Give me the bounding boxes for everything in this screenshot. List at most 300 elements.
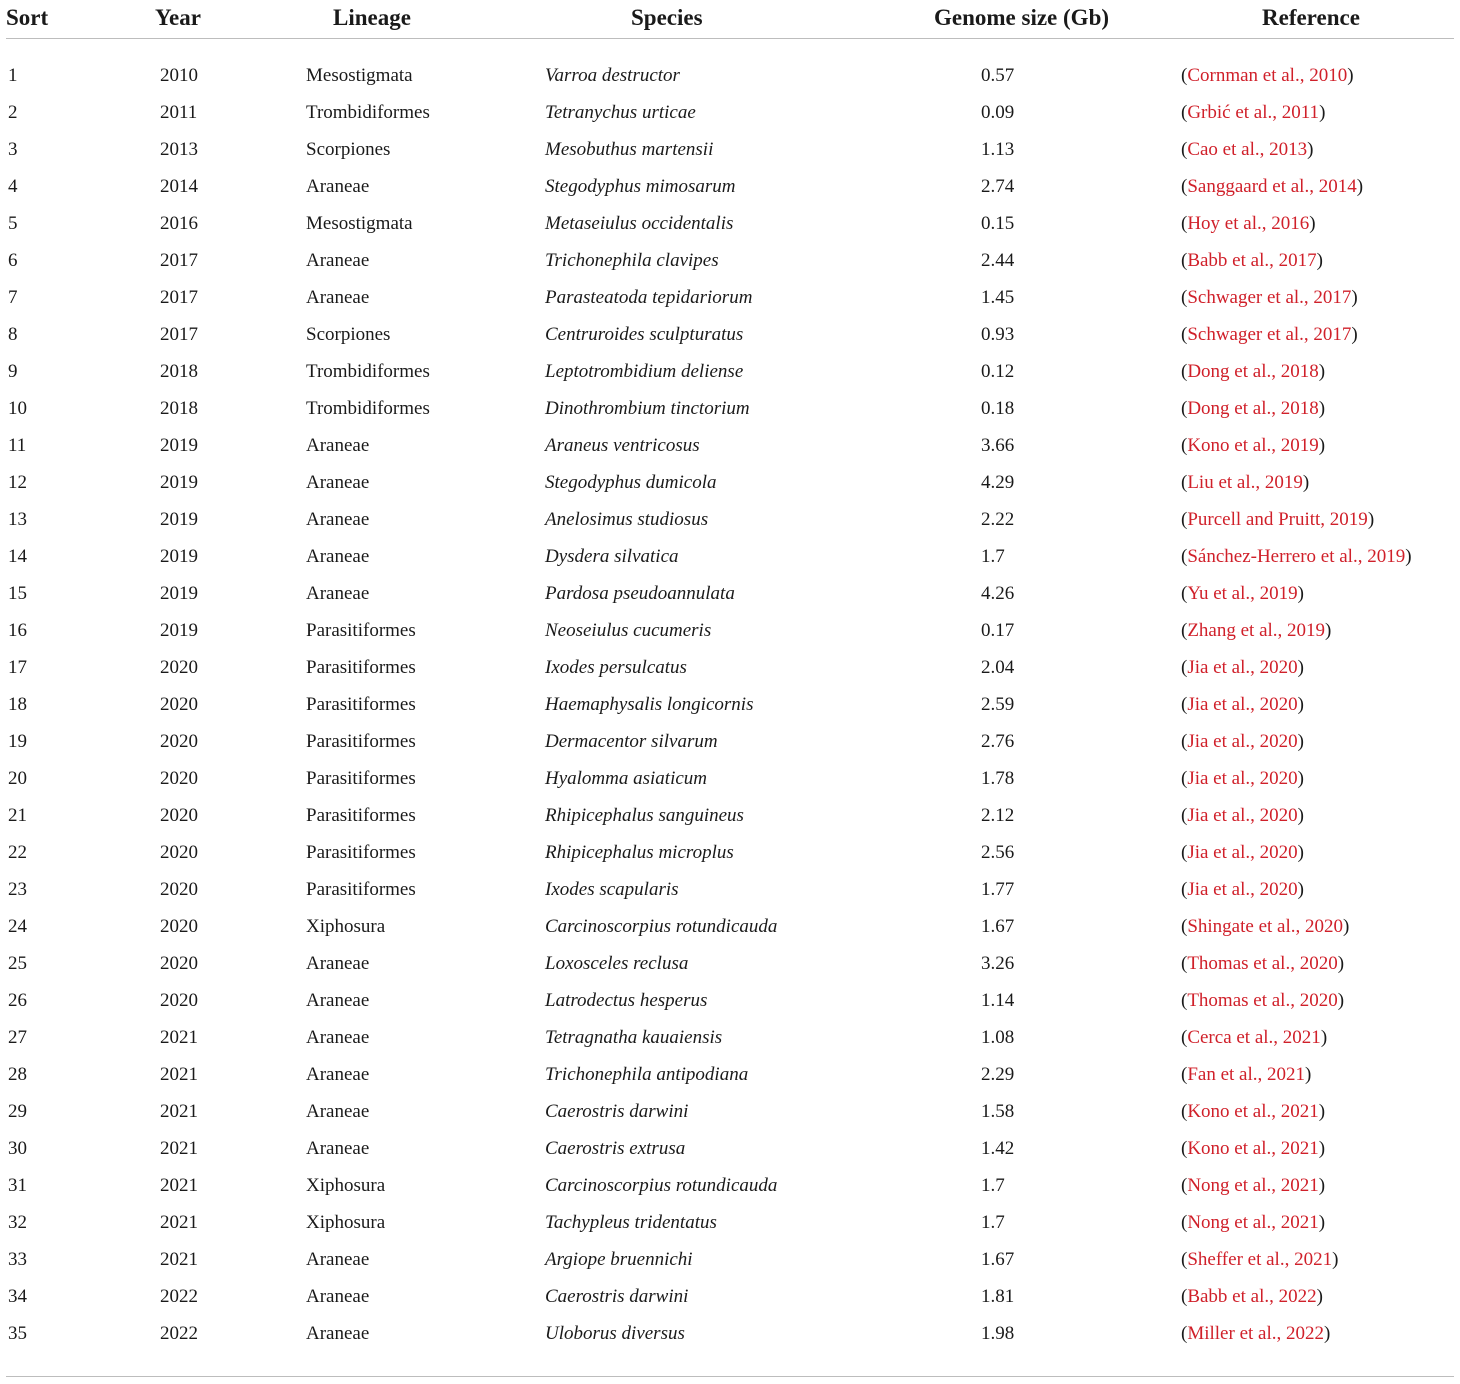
cell-genome-size: 2.44 bbox=[981, 250, 1015, 271]
cell-sort: 12 bbox=[8, 472, 27, 493]
cell-year: 2018 bbox=[160, 398, 198, 419]
cell-genome-size: 2.04 bbox=[981, 657, 1015, 678]
cell-year: 2021 bbox=[160, 1175, 198, 1196]
cell-genome-size: 2.59 bbox=[981, 694, 1015, 715]
cell-sort: 34 bbox=[8, 1286, 27, 1307]
cell-genome-size: 0.15 bbox=[981, 213, 1015, 234]
cell-reference bbox=[1181, 760, 1454, 797]
cell-genome-size: 2.22 bbox=[981, 509, 1015, 530]
cell-species: Caerostris darwini bbox=[545, 1101, 689, 1122]
paren-open: ( bbox=[1181, 1064, 1188, 1085]
paren-close: ) bbox=[1343, 916, 1350, 937]
cell-year: 2020 bbox=[160, 657, 198, 678]
paren-open: ( bbox=[1181, 1249, 1188, 1270]
cell-sort: 15 bbox=[8, 583, 27, 604]
cell-species: Dermacentor silvarum bbox=[545, 731, 718, 752]
paren-open: ( bbox=[1181, 435, 1188, 456]
table-row bbox=[6, 575, 1454, 612]
reference-citation bbox=[1181, 1175, 1325, 1196]
reference-link[interactable]: Jia et al., 2020 bbox=[1187, 805, 1298, 826]
table-row bbox=[6, 94, 1454, 131]
paren-close: ) bbox=[1297, 768, 1304, 789]
cell-sort: 17 bbox=[8, 657, 27, 678]
reference-link[interactable]: Jia et al., 2020 bbox=[1187, 694, 1298, 715]
paren-close: ) bbox=[1324, 1323, 1331, 1344]
reference-citation bbox=[1181, 250, 1323, 271]
cell-species: Stegodyphus dumicola bbox=[545, 472, 717, 493]
cell-sort: 6 bbox=[8, 250, 18, 271]
cell-sort: 24 bbox=[8, 916, 27, 937]
reference-citation bbox=[1181, 990, 1344, 1011]
paren-close: ) bbox=[1325, 620, 1332, 641]
cell-lineage: Araneae bbox=[306, 1064, 370, 1085]
paren-close: ) bbox=[1318, 398, 1326, 419]
cell-sort: 11 bbox=[8, 435, 27, 456]
reference-citation bbox=[1181, 65, 1354, 86]
cell-year: 2017 bbox=[160, 324, 198, 345]
cell-genome-size: 2.74 bbox=[981, 176, 1015, 197]
reference-link[interactable]: Schwager et al., 2017 bbox=[1187, 287, 1352, 308]
header-lineage: Lineage bbox=[333, 5, 411, 30]
paren-close: ) bbox=[1302, 472, 1310, 493]
paren-open: ( bbox=[1181, 398, 1188, 419]
cell-reference bbox=[1181, 686, 1454, 723]
table-row bbox=[6, 1167, 1454, 1204]
reference-link[interactable]: Purcell and Pruitt, 2019 bbox=[1187, 509, 1368, 530]
paren-close: ) bbox=[1297, 731, 1304, 752]
cell-year: 2017 bbox=[160, 287, 198, 308]
reference-citation bbox=[1181, 1101, 1325, 1122]
cell-year: 2018 bbox=[160, 361, 198, 382]
cell-species: Anelosimus studiosus bbox=[545, 509, 709, 530]
paren-open: ( bbox=[1181, 287, 1188, 308]
cell-reference bbox=[1181, 1204, 1454, 1241]
cell-genome-size: 1.77 bbox=[981, 879, 1015, 900]
cell-reference bbox=[1181, 612, 1454, 649]
reference-link[interactable]: Grbić et al., 2011 bbox=[1187, 102, 1320, 123]
paren-close: ) bbox=[1356, 176, 1364, 197]
paren-open: ( bbox=[1181, 250, 1188, 271]
paren-close: ) bbox=[1351, 324, 1358, 345]
reference-citation bbox=[1181, 805, 1304, 826]
paren-close: ) bbox=[1318, 361, 1326, 382]
cell-species: Ixodes scapularis bbox=[545, 879, 679, 900]
cell-sort: 9 bbox=[8, 361, 18, 382]
cell-species: Tachypleus tridentatus bbox=[545, 1212, 717, 1233]
paren-close: ) bbox=[1297, 694, 1304, 715]
cell-species: Uloborus diversus bbox=[545, 1323, 685, 1344]
reference-citation bbox=[1181, 768, 1304, 789]
cell-year: 2021 bbox=[160, 1212, 198, 1233]
paren-close: ) bbox=[1297, 583, 1304, 604]
cell-reference bbox=[1181, 427, 1454, 464]
reference-link[interactable]: Jia et al., 2020 bbox=[1187, 842, 1298, 863]
reference-link[interactable]: Babb et al., 2017 bbox=[1187, 250, 1317, 271]
cell-reference bbox=[1181, 945, 1454, 982]
paren-close: ) bbox=[1309, 213, 1316, 234]
cell-year: 2017 bbox=[160, 250, 198, 271]
cell-lineage: Parasitiformes bbox=[306, 879, 416, 900]
cell-sort: 22 bbox=[8, 842, 27, 863]
cell-species: Rhipicephalus sanguineus bbox=[545, 805, 744, 826]
cell-species: Varroa destructor bbox=[545, 65, 680, 86]
cell-lineage: Mesostigmata bbox=[306, 213, 413, 234]
cell-lineage: Xiphosura bbox=[306, 1175, 386, 1196]
reference-link[interactable]: Dong et al., 2018 bbox=[1187, 398, 1319, 419]
cell-lineage: Araneae bbox=[306, 583, 370, 604]
paren-close: ) bbox=[1318, 435, 1326, 456]
reference-link[interactable]: Kono et al., 2019 bbox=[1187, 435, 1319, 456]
cell-lineage: Araneae bbox=[306, 546, 370, 567]
cell-genome-size: 1.7 bbox=[981, 1175, 1005, 1196]
cell-reference bbox=[1181, 279, 1454, 316]
reference-link[interactable]: Jia et al., 2020 bbox=[1187, 657, 1298, 678]
paren-close: ) bbox=[1319, 102, 1326, 123]
cell-species: Tetranychus urticae bbox=[545, 102, 696, 123]
cell-sort: 2 bbox=[8, 102, 18, 123]
reference-link[interactable]: Kono et al., 2021 bbox=[1187, 1138, 1319, 1159]
cell-reference bbox=[1181, 39, 1454, 95]
cell-year: 2019 bbox=[160, 583, 198, 604]
reference-link[interactable]: Jia et al., 2020 bbox=[1187, 731, 1298, 752]
cell-lineage: Parasitiformes bbox=[306, 842, 416, 863]
cell-lineage: Parasitiformes bbox=[306, 694, 416, 715]
paren-close: ) bbox=[1316, 1286, 1323, 1307]
cell-reference bbox=[1181, 1093, 1454, 1130]
reference-link[interactable]: Nong et al., 2021 bbox=[1187, 1212, 1319, 1233]
cell-reference bbox=[1181, 242, 1454, 279]
reference-link[interactable]: Dong et al., 2018 bbox=[1187, 361, 1319, 382]
paren-close: ) bbox=[1367, 509, 1375, 530]
paren-open: ( bbox=[1181, 139, 1188, 160]
header-genome-size: Genome size (Gb) bbox=[934, 5, 1110, 30]
cell-genome-size: 0.17 bbox=[981, 620, 1015, 641]
paren-open: ( bbox=[1181, 1175, 1188, 1196]
table-row bbox=[6, 649, 1454, 686]
cell-year: 2022 bbox=[160, 1286, 198, 1307]
paren-close: ) bbox=[1405, 546, 1412, 567]
reference-citation bbox=[1181, 842, 1304, 863]
cell-genome-size: 1.42 bbox=[981, 1138, 1015, 1159]
cell-year: 2019 bbox=[160, 435, 198, 456]
reference-citation bbox=[1181, 694, 1304, 715]
cell-year: 2020 bbox=[160, 768, 198, 789]
cell-lineage: Xiphosura bbox=[306, 1212, 386, 1233]
cell-reference bbox=[1181, 316, 1454, 353]
table-row bbox=[6, 1278, 1454, 1315]
cell-species: Hyalomma asiaticum bbox=[545, 768, 708, 789]
cell-lineage: Parasitiformes bbox=[306, 620, 416, 641]
reference-citation bbox=[1181, 1138, 1325, 1159]
reference-citation bbox=[1181, 324, 1358, 345]
cell-sort: 7 bbox=[8, 287, 18, 308]
cell-year: 2020 bbox=[160, 916, 198, 937]
cell-sort: 4 bbox=[8, 176, 18, 197]
table-row bbox=[6, 1093, 1454, 1130]
table-row bbox=[6, 908, 1454, 945]
cell-species: Pardosa pseudoannulata bbox=[545, 583, 735, 604]
cell-species: Carcinoscorpius rotundicauda bbox=[545, 1175, 778, 1196]
cell-reference bbox=[1181, 464, 1454, 501]
cell-lineage: Trombidiformes bbox=[306, 361, 430, 382]
cell-year: 2020 bbox=[160, 731, 198, 752]
table-row bbox=[6, 39, 1454, 95]
cell-year: 2021 bbox=[160, 1064, 198, 1085]
table-row bbox=[6, 464, 1454, 501]
paren-open: ( bbox=[1181, 842, 1188, 863]
paren-open: ( bbox=[1181, 1101, 1188, 1122]
cell-genome-size: 1.67 bbox=[981, 1249, 1015, 1270]
cell-genome-size: 2.56 bbox=[981, 842, 1015, 863]
cell-sort: 30 bbox=[8, 1138, 27, 1159]
paren-open: ( bbox=[1181, 805, 1188, 826]
table-body bbox=[6, 39, 1454, 1353]
cell-sort: 26 bbox=[8, 990, 27, 1011]
paren-open: ( bbox=[1181, 583, 1188, 604]
cell-lineage: Araneae bbox=[306, 176, 370, 197]
paren-open: ( bbox=[1181, 879, 1188, 900]
cell-sort: 16 bbox=[8, 620, 27, 641]
cell-sort: 14 bbox=[8, 546, 27, 567]
cell-sort: 31 bbox=[8, 1175, 27, 1196]
reference-citation bbox=[1181, 1323, 1330, 1344]
cell-sort: 28 bbox=[8, 1064, 27, 1085]
paren-close: ) bbox=[1305, 1064, 1312, 1085]
cell-sort: 8 bbox=[8, 324, 18, 345]
cell-lineage: Scorpiones bbox=[306, 324, 391, 345]
cell-year: 2010 bbox=[160, 65, 198, 86]
reference-citation bbox=[1181, 1064, 1311, 1085]
paren-open: ( bbox=[1181, 731, 1188, 752]
table-row bbox=[6, 501, 1454, 538]
cell-reference bbox=[1181, 538, 1454, 575]
paren-open: ( bbox=[1181, 65, 1188, 86]
table-header bbox=[6, 0, 1454, 39]
cell-year: 2013 bbox=[160, 139, 198, 160]
reference-citation bbox=[1181, 731, 1304, 752]
reference-citation bbox=[1181, 139, 1313, 160]
cell-species: Tetragnatha kauaiensis bbox=[545, 1027, 723, 1048]
paren-open: ( bbox=[1181, 1212, 1188, 1233]
cell-species: Trichonephila antipodiana bbox=[545, 1064, 749, 1085]
cell-species: Dinothrombium tinctorium bbox=[545, 398, 750, 419]
cell-year: 2011 bbox=[160, 102, 198, 123]
cell-genome-size: 1.45 bbox=[981, 287, 1015, 308]
reference-citation bbox=[1181, 435, 1325, 456]
cell-lineage: Scorpiones bbox=[306, 139, 391, 160]
header-species: Species bbox=[631, 5, 703, 30]
header-reference: Reference bbox=[1262, 5, 1360, 30]
cell-species: Carcinoscorpius rotundicauda bbox=[545, 916, 778, 937]
cell-reference bbox=[1181, 908, 1454, 945]
cell-year: 2019 bbox=[160, 472, 198, 493]
cell-reference bbox=[1181, 131, 1454, 168]
cell-lineage: Araneae bbox=[306, 287, 370, 308]
reference-link[interactable]: Cao et al., 2013 bbox=[1187, 139, 1308, 160]
cell-species: Leptotrombidium deliense bbox=[545, 361, 744, 382]
cell-lineage: Parasitiformes bbox=[306, 657, 416, 678]
reference-citation bbox=[1181, 583, 1304, 604]
reference-citation bbox=[1181, 1027, 1327, 1048]
paren-close: ) bbox=[1297, 842, 1304, 863]
reference-link[interactable]: Miller et al., 2022 bbox=[1187, 1323, 1324, 1344]
cell-species: Haemaphysalis longicornis bbox=[545, 694, 754, 715]
cell-genome-size: 4.26 bbox=[981, 583, 1015, 604]
cell-reference bbox=[1181, 982, 1454, 1019]
cell-sort: 13 bbox=[8, 509, 27, 530]
cell-species: Centruroides sculpturatus bbox=[545, 324, 744, 345]
reference-link[interactable]: Sanggaard et al., 2014 bbox=[1187, 176, 1357, 197]
cell-lineage: Araneae bbox=[306, 990, 370, 1011]
paren-open: ( bbox=[1181, 657, 1188, 678]
cell-year: 2021 bbox=[160, 1249, 198, 1270]
table-row bbox=[6, 834, 1454, 871]
paren-close: ) bbox=[1320, 1027, 1328, 1048]
cell-reference bbox=[1181, 1241, 1454, 1278]
paren-close: ) bbox=[1316, 250, 1323, 271]
cell-genome-size: 1.98 bbox=[981, 1323, 1015, 1344]
cell-sort: 19 bbox=[8, 731, 27, 752]
paren-close: ) bbox=[1307, 139, 1314, 160]
cell-reference bbox=[1181, 353, 1454, 390]
cell-species: Loxosceles reclusa bbox=[545, 953, 689, 974]
cell-year: 2022 bbox=[160, 1323, 198, 1344]
cell-lineage: Parasitiformes bbox=[306, 768, 416, 789]
cell-lineage: Araneae bbox=[306, 250, 370, 271]
reference-citation bbox=[1181, 287, 1358, 308]
reference-citation bbox=[1181, 546, 1412, 567]
cell-genome-size: 1.13 bbox=[981, 139, 1015, 160]
reference-link[interactable]: Shingate et al., 2020 bbox=[1187, 916, 1343, 937]
cell-reference bbox=[1181, 1056, 1454, 1093]
paren-open: ( bbox=[1181, 1138, 1188, 1159]
table-row bbox=[6, 538, 1454, 575]
cell-reference bbox=[1181, 390, 1454, 427]
paren-open: ( bbox=[1181, 102, 1188, 123]
header-row bbox=[6, 0, 1454, 39]
reference-link[interactable]: Zhang et al., 2019 bbox=[1187, 620, 1326, 641]
cell-reference bbox=[1181, 94, 1454, 131]
cell-genome-size: 1.14 bbox=[981, 990, 1015, 1011]
reference-citation bbox=[1181, 509, 1374, 530]
table-row bbox=[6, 1315, 1454, 1352]
table-row bbox=[6, 1019, 1454, 1056]
cell-lineage: Araneae bbox=[306, 953, 370, 974]
cell-genome-size: 1.08 bbox=[981, 1027, 1015, 1048]
cell-year: 2020 bbox=[160, 805, 198, 826]
cell-species: Metaseiulus occidentalis bbox=[545, 213, 734, 234]
paren-open: ( bbox=[1181, 990, 1188, 1011]
reference-link[interactable]: Hoy et al., 2016 bbox=[1187, 213, 1310, 234]
cell-year: 2020 bbox=[160, 953, 198, 974]
paren-close: ) bbox=[1318, 1175, 1326, 1196]
cell-lineage: Mesostigmata bbox=[306, 65, 413, 86]
reference-link[interactable]: Sánchez-Herrero et al., 2019 bbox=[1187, 546, 1406, 567]
table-row bbox=[6, 871, 1454, 908]
reference-citation bbox=[1181, 102, 1325, 123]
paren-open: ( bbox=[1181, 176, 1188, 197]
reference-link[interactable]: Thomas et al., 2020 bbox=[1187, 990, 1338, 1011]
paren-open: ( bbox=[1181, 324, 1188, 345]
header-year: Year bbox=[155, 5, 201, 30]
header-sort: Sort bbox=[6, 5, 49, 30]
cell-reference bbox=[1181, 1167, 1454, 1204]
reference-link[interactable]: Fan et al., 2021 bbox=[1187, 1064, 1306, 1085]
reference-link[interactable]: Sheffer et al., 2021 bbox=[1187, 1249, 1333, 1270]
cell-sort: 23 bbox=[8, 879, 27, 900]
cell-genome-size: 0.18 bbox=[981, 398, 1015, 419]
table-row bbox=[6, 612, 1454, 649]
table-row bbox=[6, 1130, 1454, 1167]
reference-citation bbox=[1181, 398, 1325, 419]
cell-genome-size: 1.7 bbox=[981, 1212, 1005, 1233]
cell-sort: 3 bbox=[8, 139, 18, 160]
cell-lineage: Araneae bbox=[306, 1323, 370, 1344]
table-row bbox=[6, 168, 1454, 205]
cell-year: 2019 bbox=[160, 546, 198, 567]
cell-lineage: Parasitiformes bbox=[306, 805, 416, 826]
cell-lineage: Araneae bbox=[306, 472, 370, 493]
reference-citation bbox=[1181, 213, 1316, 234]
paren-open: ( bbox=[1181, 546, 1188, 567]
cell-sort: 1 bbox=[8, 65, 18, 86]
reference-citation bbox=[1181, 620, 1331, 641]
cell-species: Caerostris darwini bbox=[545, 1286, 689, 1307]
cell-reference bbox=[1181, 205, 1454, 242]
reference-link[interactable]: Cerca et al., 2021 bbox=[1187, 1027, 1321, 1048]
reference-link[interactable]: Thomas et al., 2020 bbox=[1187, 953, 1338, 974]
table-row bbox=[6, 1241, 1454, 1278]
table-row bbox=[6, 353, 1454, 390]
reference-citation bbox=[1181, 1249, 1338, 1270]
reference-link[interactable]: Liu et al., 2019 bbox=[1187, 472, 1303, 493]
paren-close: ) bbox=[1297, 879, 1304, 900]
cell-genome-size: 2.12 bbox=[981, 805, 1015, 826]
table-row bbox=[6, 427, 1454, 464]
reference-citation bbox=[1181, 361, 1325, 382]
reference-citation bbox=[1181, 1286, 1323, 1307]
reference-link[interactable]: Nong et al., 2021 bbox=[1187, 1175, 1319, 1196]
cell-reference bbox=[1181, 168, 1454, 205]
paren-open: ( bbox=[1181, 1323, 1188, 1344]
paren-open: ( bbox=[1181, 1027, 1188, 1048]
reference-link[interactable]: Kono et al., 2021 bbox=[1187, 1101, 1319, 1122]
table-row bbox=[6, 945, 1454, 982]
cell-lineage: Parasitiformes bbox=[306, 731, 416, 752]
table-row bbox=[6, 131, 1454, 168]
reference-link[interactable]: Cornman et al., 2010 bbox=[1187, 65, 1348, 86]
cell-sort: 25 bbox=[8, 953, 27, 974]
cell-reference bbox=[1181, 871, 1454, 908]
cell-year: 2020 bbox=[160, 842, 198, 863]
cell-genome-size: 0.12 bbox=[981, 361, 1015, 382]
reference-link[interactable]: Babb et al., 2022 bbox=[1187, 1286, 1317, 1307]
reference-link[interactable]: Jia et al., 2020 bbox=[1187, 768, 1298, 789]
cell-genome-size: 3.26 bbox=[981, 953, 1015, 974]
paren-open: ( bbox=[1181, 1286, 1188, 1307]
cell-sort: 18 bbox=[8, 694, 27, 715]
cell-lineage: Trombidiformes bbox=[306, 102, 430, 123]
reference-citation bbox=[1181, 879, 1304, 900]
cell-genome-size: 0.93 bbox=[981, 324, 1015, 345]
reference-link[interactable]: Schwager et al., 2017 bbox=[1187, 324, 1352, 345]
cell-species: Dysdera silvatica bbox=[545, 546, 679, 567]
reference-citation bbox=[1181, 176, 1363, 197]
cell-species: Caerostris extrusa bbox=[545, 1138, 686, 1159]
reference-link[interactable]: Yu et al., 2019 bbox=[1187, 583, 1298, 604]
cell-year: 2019 bbox=[160, 620, 198, 641]
reference-link[interactable]: Jia et al., 2020 bbox=[1187, 879, 1298, 900]
